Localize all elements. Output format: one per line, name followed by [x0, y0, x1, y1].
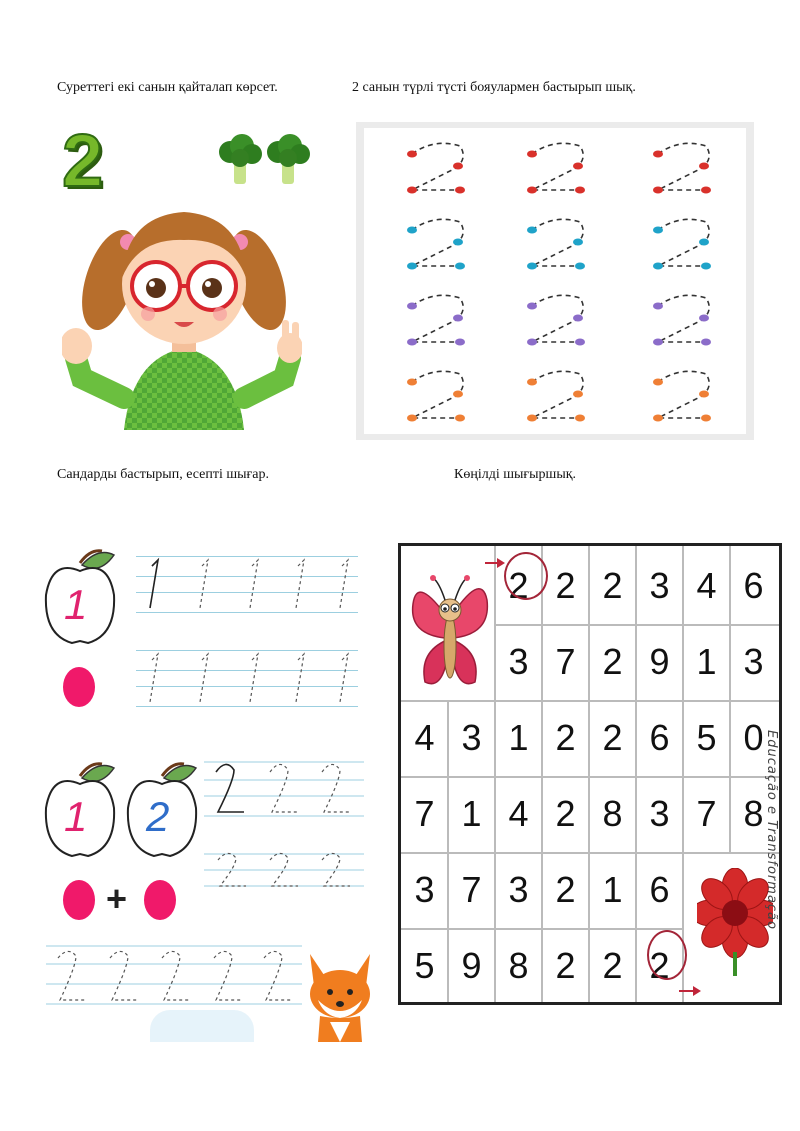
- instruction-trace-colors: 2 санын түрлі түсті бояулармен бастырып шық.: [352, 80, 636, 95]
- maze-cell: 3: [743, 641, 764, 682]
- number-maze: [398, 543, 782, 1005]
- trace-dot: [699, 315, 709, 322]
- trace-dot: [653, 303, 663, 310]
- maze-cell: 3: [414, 869, 435, 910]
- maze-grid-line: [541, 546, 543, 1002]
- trace-dot: [453, 163, 463, 170]
- maze-cell: 5: [696, 717, 717, 758]
- maze-grid-line: [495, 624, 779, 626]
- trace-dot: [575, 415, 585, 422]
- start-arrow-icon: [485, 556, 507, 570]
- trace-dot: [527, 187, 537, 194]
- maze-cell: 6: [649, 869, 670, 910]
- broccoli-icon: [218, 132, 318, 188]
- maze-cell: 2: [602, 565, 623, 606]
- maze-cell: 8: [743, 793, 764, 834]
- maze-grid-line: [635, 546, 637, 1002]
- trace-dot: [701, 263, 711, 270]
- trace-dot: [653, 415, 663, 422]
- tracing-twos-block: [204, 758, 364, 888]
- tracing-twos-bottom-row: [46, 944, 302, 1008]
- apple-number-two: 2: [146, 793, 170, 840]
- trace-dot: [527, 415, 537, 422]
- maze-start-circle: [504, 552, 548, 600]
- girl-showing-two-fingers-illustration: [62, 198, 302, 432]
- maze-cell: 3: [508, 641, 529, 682]
- maze-cell: 7: [414, 793, 435, 834]
- trace-dot: [573, 315, 583, 322]
- maze-cell: 2: [508, 565, 529, 606]
- maze-cell: 1: [508, 717, 529, 758]
- instruction-repeat-two: Суреттегі екі санын қайталап көрсет.: [57, 80, 278, 95]
- maze-cell: 9: [649, 641, 670, 682]
- maze-cell: 7: [696, 793, 717, 834]
- trace-dot: [407, 339, 417, 346]
- cloud-decoration: [150, 1010, 254, 1042]
- maze-cell: 0: [743, 717, 764, 758]
- maze-cell: 6: [649, 717, 670, 758]
- maze-cell: 2: [555, 565, 576, 606]
- counter-dot-left: [63, 880, 95, 920]
- trace-dot: [407, 379, 417, 386]
- plus-sign: +: [106, 878, 128, 919]
- trace-dot: [527, 227, 537, 234]
- counter-dot: [63, 667, 95, 707]
- maze-grid-line: [494, 546, 496, 1002]
- maze-cell: 8: [508, 945, 529, 986]
- apple-number-one: 1: [64, 581, 88, 628]
- maze-cell: 6: [743, 565, 764, 606]
- apple-number-one-second: 1: [64, 793, 88, 840]
- trace-dot: [653, 379, 663, 386]
- big-number-two: 2: [62, 119, 104, 202]
- maze-end-circle: [647, 930, 687, 980]
- trace-dot: [407, 187, 417, 194]
- maze-cell: 2: [555, 717, 576, 758]
- maze-cell: 8: [602, 793, 623, 834]
- fox-illustration: [304, 950, 376, 1042]
- counter-dot-right: [144, 880, 176, 920]
- tracing-ones-row-2: [136, 650, 358, 710]
- trace-dot: [407, 263, 417, 270]
- maze-grid-line: [401, 776, 779, 778]
- maze-grid-line: [401, 852, 779, 854]
- maze-cell: 1: [602, 869, 623, 910]
- trace-dot: [699, 391, 709, 398]
- trace-dot: [653, 187, 663, 194]
- trace-dot: [527, 379, 537, 386]
- trace-dot: [573, 391, 583, 398]
- trace-dot: [453, 315, 463, 322]
- maze-grid-line: [729, 546, 731, 852]
- maze-grid-line: [401, 700, 779, 702]
- maze-cell: 7: [555, 641, 576, 682]
- trace-dot: [573, 239, 583, 246]
- trace-dot: [701, 339, 711, 346]
- trace-dot: [701, 187, 711, 194]
- trace-dot: [407, 303, 417, 310]
- maze-cell: 3: [649, 793, 670, 834]
- maze-cell: 3: [461, 717, 482, 758]
- maze-cell: 1: [696, 641, 717, 682]
- maze-cell: 2: [602, 945, 623, 986]
- maze-cell: 2: [602, 641, 623, 682]
- maze-cell: 5: [414, 945, 435, 986]
- maze-grid-line: [682, 546, 684, 1002]
- maze-cell: 3: [649, 565, 670, 606]
- maze-cell: 4: [508, 793, 529, 834]
- trace-dot: [455, 263, 465, 270]
- trace-dot: [453, 391, 463, 398]
- butterfly-illustration: [407, 564, 491, 694]
- trace-dot: [527, 303, 537, 310]
- maze-cell: 2: [602, 717, 623, 758]
- maze-cell: 4: [696, 565, 717, 606]
- trace-dot: [573, 163, 583, 170]
- maze-cell: 2: [555, 793, 576, 834]
- trace-dot: [455, 415, 465, 422]
- trace-dot: [653, 151, 663, 158]
- trace-dot: [575, 187, 585, 194]
- instruction-maze: Көңілді шығыршық.: [454, 467, 577, 482]
- maze-grid-line: [588, 546, 590, 1002]
- trace-dot: [653, 263, 663, 270]
- maze-cell: 9: [461, 945, 482, 986]
- tracing-twos-grid: [364, 128, 746, 434]
- trace-dot: [575, 263, 585, 270]
- maze-cell: 3: [508, 869, 529, 910]
- trace-dot: [407, 415, 417, 422]
- maze-cell: 1: [461, 793, 482, 834]
- maze-cell: 7: [461, 869, 482, 910]
- tracing-ones-row-1: [136, 556, 358, 616]
- trace-dot: [527, 339, 537, 346]
- trace-dot: [699, 163, 709, 170]
- trace-dot: [575, 339, 585, 346]
- maze-grid-line: [447, 700, 449, 1002]
- tracing-panel: [356, 122, 754, 440]
- maze-cell: 4: [414, 717, 435, 758]
- red-flower-illustration: [697, 868, 773, 980]
- trace-dot: [527, 151, 537, 158]
- maze-cell: 2: [649, 945, 670, 986]
- trace-dot: [653, 339, 663, 346]
- instruction-trace-solve: Сандарды бастырып, есепті шығар.: [57, 467, 270, 482]
- trace-dot: [453, 239, 463, 246]
- trace-dot: [527, 263, 537, 270]
- maze-cell: 2: [555, 869, 576, 910]
- end-arrow-icon: [679, 984, 703, 998]
- trace-dot: [699, 239, 709, 246]
- trace-dot: [653, 227, 663, 234]
- trace-dot: [455, 187, 465, 194]
- credit-text: Educação e Transformação: [764, 730, 779, 930]
- trace-dot: [701, 415, 711, 422]
- trace-dot: [455, 339, 465, 346]
- trace-dot: [407, 151, 417, 158]
- maze-cell: 2: [555, 945, 576, 986]
- trace-dot: [407, 227, 417, 234]
